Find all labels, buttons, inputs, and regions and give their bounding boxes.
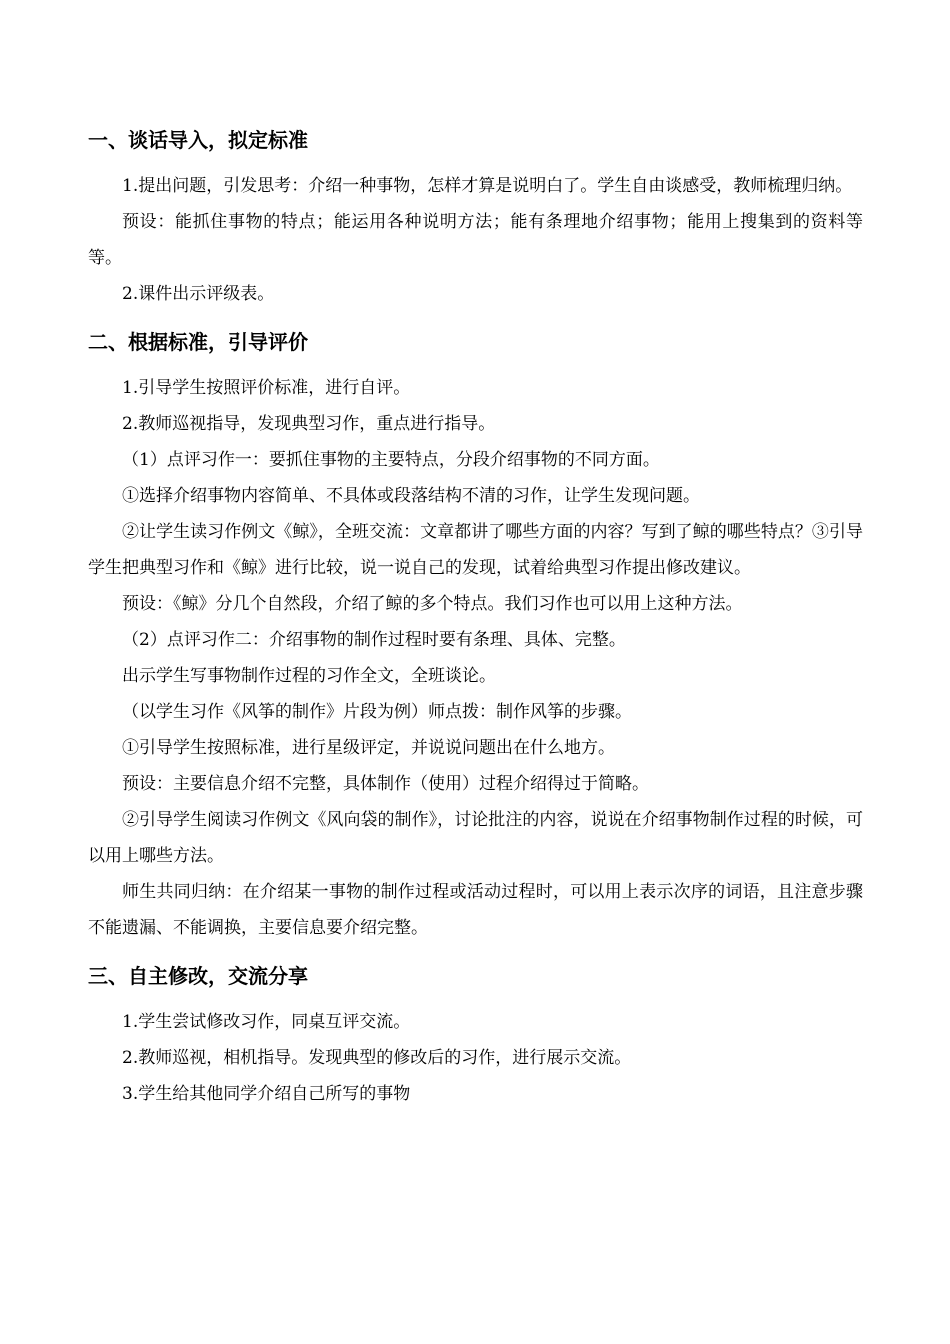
section-2-paragraph-1: 1.引导学生按照评价标准，进行自评。 [122, 378, 411, 398]
section-2-paragraph-7: （2）点评习作二：介绍事物的制作过程时要有条理、具体、完整。 [122, 630, 626, 650]
section-1-paragraph-3: 2.课件出示评级表。 [122, 284, 275, 304]
section-2-heading: 二、根据标准，引导评价 [88, 330, 308, 354]
section-1-heading: 一、谈话导入，拟定标准 [88, 128, 308, 152]
section-2-paragraph-6: 预设：《鲸》分几个自然段，介绍了鲸的多个特点。我们习作也可以用上这种方法。 [122, 594, 743, 614]
section-2-paragraph-5: ②让学生读习作例文《鲸》，全班交流：文章都讲了哪些方面的内容？写到了鲸的哪些特点？③引导学生把典型习作和《鲸》进行比较，说一说自己的发现，试着给典型习作提出修改建议。 [88, 522, 863, 578]
section-3-heading: 三、自主修改，交流分享 [88, 964, 308, 988]
section-2-paragraph-13: 师生共同归纳：在介绍某一事物的制作过程或活动过程时，可以用上表示次序的词语，且注意步骤不能遗漏、不能调换，主要信息要介绍完整。 [88, 882, 863, 938]
section-1-paragraph-2: 预设：能抓住事物的特点；能运用各种说明方法；能有条理地介绍事物；能用上搜集到的资料等等。 [88, 212, 863, 268]
section-3-paragraph-2: 2.教师巡视，相机指导。发现典型的修改后的习作，进行展示交流。 [122, 1048, 632, 1068]
section-2-paragraph-2: 2.教师巡视指导，发现典型习作，重点进行指导。 [122, 414, 496, 434]
section-2-paragraph-8: 出示学生写事物制作过程的习作全文，全班谈论。 [122, 666, 496, 686]
section-2-paragraph-10: ①引导学生按照标准，进行星级评定，并说说问题出在什么地方。 [122, 738, 615, 758]
section-2-paragraph-4: ①选择介绍事物内容简单、不具体或段落结构不清的习作，让学生发现问题。 [122, 486, 700, 506]
section-2-paragraph-12: ②引导学生阅读习作例文《风向袋的制作》，讨论批注的内容，说说在介绍事物制作过程的时候，可以用上哪些方法。 [88, 810, 863, 866]
section-2-paragraph-11: 预设：主要信息介绍不完整，具体制作（使用）过程介绍得过于简略。 [122, 774, 649, 794]
section-2-paragraph-3: （1）点评习作一：要抓住事物的主要特点，分段介绍事物的不同方面。 [122, 450, 660, 470]
section-3-paragraph-1: 1.学生尝试修改习作，同桌互评交流。 [122, 1012, 411, 1032]
section-3-paragraph-3: 3.学生给其他同学介绍自己所写的事物 [122, 1084, 411, 1104]
section-1-paragraph-1: 1.提出问题，引发思考：介绍一种事物，怎样才算是说明白了。学生自由谈感受，教师梳理归纳。 [122, 176, 853, 196]
section-2-paragraph-9: （以学生习作《风筝的制作》片段为例）师点拨：制作风筝的步骤。 [122, 702, 632, 722]
document-page [88, 122, 863, 1112]
